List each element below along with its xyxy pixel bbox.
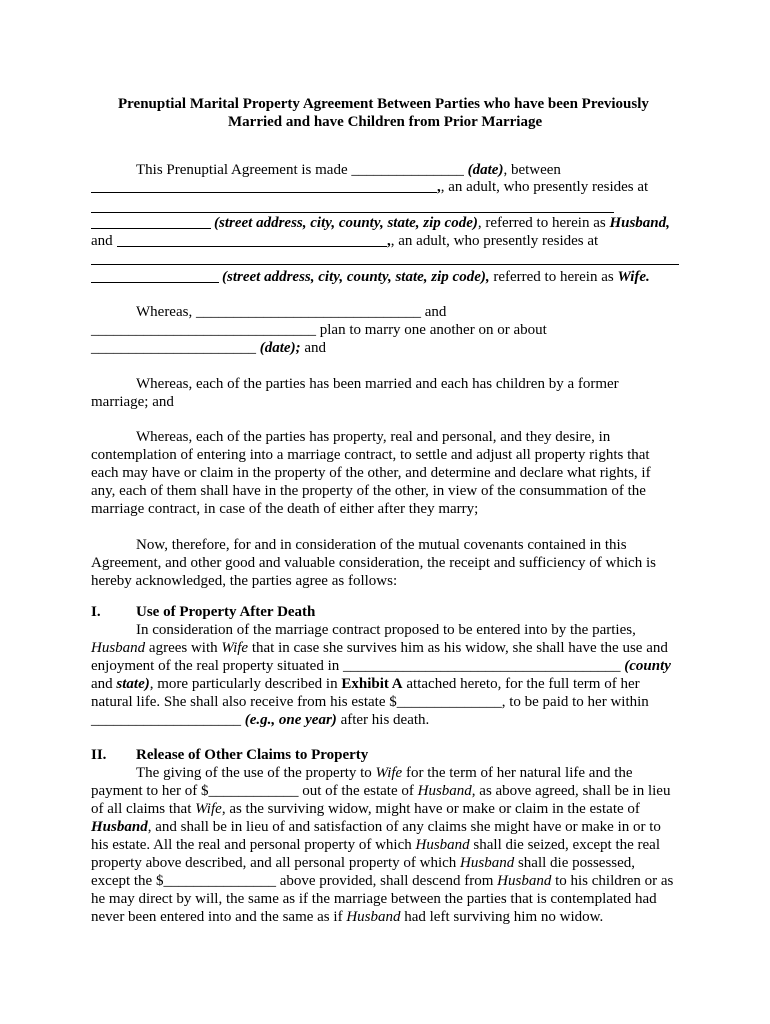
husband-label: Husband, bbox=[609, 215, 670, 231]
section2-heading: Release of Other Claims to Property bbox=[136, 747, 369, 763]
section2-l9-a: never been entered into and the same as if bbox=[91, 909, 347, 925]
whereas1-date-label: (date); bbox=[259, 340, 301, 356]
section1-line-2 bbox=[91, 639, 668, 657]
intro-line-4: ,, an adult, who presently resides at bbox=[387, 233, 599, 249]
section2-l9-husband: Husband bbox=[346, 909, 401, 925]
section2-line-5 bbox=[91, 836, 660, 854]
section1-l3-a: enjoyment of the real property situated in _____________________________________ bbox=[91, 658, 625, 674]
intro-text: This Prenuptial Agreement is made _______________ bbox=[136, 162, 468, 178]
section2-l7-a: except the $_______________ above provided, shall descend from bbox=[91, 873, 498, 889]
section2-line-2 bbox=[91, 782, 670, 800]
section2-l3-wife: Wife bbox=[195, 801, 222, 817]
section1-l4-c: attached hereto, for the full term of her bbox=[402, 676, 640, 692]
section2-l2-a: payment to her of $____________ out of the estate of bbox=[91, 783, 418, 799]
whereas3-line-5: marriage contract, in case of the death of either after they marry; bbox=[91, 501, 479, 517]
section1-line-3 bbox=[91, 657, 671, 675]
section2-l4-b: , and shall be in lieu of and satisfaction of any claims she might have or make in or to bbox=[147, 819, 661, 835]
section1-state-label: state) bbox=[116, 676, 150, 692]
section2-l5-husband: Husband bbox=[415, 837, 470, 853]
section1-line-6 bbox=[91, 711, 429, 729]
now-therefore-line-1: Now, therefore, for and in consideration of the mutual covenants contained in this bbox=[136, 537, 627, 553]
wife-address-blank-1 bbox=[91, 264, 679, 265]
section2-line-4 bbox=[91, 818, 661, 836]
intro-adult-resides-2: , an adult, who presently resides at bbox=[390, 233, 599, 249]
whereas1-line-2: ______________________________ plan to marry one another on or about bbox=[91, 322, 547, 338]
wife-label: Wife. bbox=[617, 269, 650, 285]
section2-l7-b: to his children or as bbox=[551, 873, 674, 889]
section2-l2-husband: Husband bbox=[417, 783, 472, 799]
whereas2-line-2: marriage; and bbox=[91, 394, 174, 410]
section2-l5-a: his estate. All the real and personal property of which bbox=[91, 837, 416, 853]
whereas1-and: and bbox=[300, 340, 326, 356]
section1-l6-b: after his death. bbox=[336, 712, 430, 728]
section1-wife: Wife bbox=[221, 640, 249, 656]
husband-name-blank bbox=[91, 192, 437, 193]
section2-l4-husband: Husband bbox=[91, 819, 148, 835]
section2-line-7 bbox=[91, 872, 673, 890]
section2-l3-b: , as the surviving widow, might have or make or claim in the estate of bbox=[221, 801, 640, 817]
referred-husband-text: , referred to herein as bbox=[477, 215, 610, 231]
intro-between: , between bbox=[503, 162, 561, 178]
whereas1-blank: ______________________ bbox=[91, 340, 260, 356]
section2-l6-husband: Husband bbox=[460, 855, 515, 871]
now-therefore-line-2: Agreement, and other good and valuable consideration, the receipt and sufficiency of which is bbox=[91, 555, 656, 571]
section2-l2-b: , as above agreed, shall be in lieu bbox=[471, 783, 671, 799]
section1-l2-a: agrees with bbox=[145, 640, 222, 656]
section2-line-9 bbox=[91, 908, 603, 926]
section2-l7-husband: Husband bbox=[497, 873, 552, 889]
intro-line-2: ,, an adult, who presently resides at bbox=[437, 179, 649, 195]
section1-county-label: (county bbox=[624, 658, 671, 674]
intro-and: and bbox=[91, 233, 113, 249]
section1-l2-b: that in case she survives him as his widow, she shall have the use and bbox=[248, 640, 668, 656]
address-label-2: (street address, city, county, state, zip code), bbox=[222, 269, 490, 285]
section2-l6-b: shall die possessed, bbox=[514, 855, 636, 871]
section1-line-1: In consideration of the marriage contract proposed to be entered into by the parties, bbox=[136, 622, 636, 638]
whereas1-line-1: Whereas, ______________________________ and bbox=[136, 304, 447, 320]
referred-wife-text: referred to herein as bbox=[489, 269, 618, 285]
section2-line-8: he may direct by will, the same as if the marriage between the parties that is contemplated had bbox=[91, 891, 657, 907]
intro-line-5 bbox=[222, 268, 650, 286]
whereas3-line-3: each may have or claim in the property of the other, and determine and declare what rights, if bbox=[91, 465, 651, 481]
section2-l1-b: for the term of her natural life and the bbox=[402, 765, 633, 781]
section2-l3-a: of all claims that bbox=[91, 801, 196, 817]
section1-number: I. bbox=[91, 604, 101, 620]
document-title-line-2: Married and have Children from Prior Marriage bbox=[228, 114, 543, 130]
exhibit-a-label: Exhibit A bbox=[341, 676, 403, 692]
document-title-line-1: Prenuptial Marital Property Agreement Between Parties who have been Previously bbox=[118, 96, 649, 112]
section1-husband: Husband bbox=[91, 640, 146, 656]
whereas3-line-2: contemplation of entering into a marriage contract, to settle and adjust all property rights that bbox=[91, 447, 650, 463]
section2-l5-b: shall die seized, except the real bbox=[469, 837, 660, 853]
section1-eg-label: (e.g., one year) bbox=[244, 712, 337, 728]
section2-line-3 bbox=[91, 800, 640, 818]
husband-address-blank-2 bbox=[91, 228, 211, 229]
intro-adult-resides-1: , an adult, who presently resides at bbox=[440, 179, 649, 195]
husband-address-blank-1 bbox=[91, 212, 614, 213]
whereas2-line-1: Whereas, each of the parties has been married and each has children by a former bbox=[136, 376, 619, 392]
section1-l6-blank: ____________________ bbox=[91, 712, 245, 728]
date-label: (date) bbox=[467, 162, 504, 178]
intro-line-3 bbox=[214, 214, 670, 232]
wife-address-blank-2 bbox=[91, 282, 219, 283]
whereas3-line-4: any, each of them shall have in the property of the other, in view of the consummation of the bbox=[91, 483, 646, 499]
section2-line-6 bbox=[91, 854, 635, 872]
whereas3-line-1: Whereas, each of the parties has property, real and personal, and they desire, in bbox=[136, 429, 611, 445]
address-label-1: (street address, city, county, state, zip code) bbox=[214, 215, 478, 231]
section2-l6-a: property above described, and all personal property of which bbox=[91, 855, 461, 871]
section2-l9-b: had left surviving him no widow. bbox=[400, 909, 604, 925]
section2-l1-wife: Wife bbox=[375, 765, 403, 781]
intro-line-1 bbox=[136, 161, 561, 179]
whereas1-line-3 bbox=[91, 339, 326, 357]
section1-l4-and: and bbox=[91, 676, 117, 692]
section1-heading: Use of Property After Death bbox=[136, 604, 316, 620]
now-therefore-line-3: hereby acknowledged, the parties agree as follows: bbox=[91, 573, 398, 589]
section2-l1-a: The giving of the use of the property to bbox=[136, 765, 376, 781]
wife-name-blank bbox=[117, 246, 387, 247]
section1-line-5: natural life. She shall also receive from his estate $______________, to be paid to her within bbox=[91, 694, 649, 710]
section1-l4-b: , more particularly described in bbox=[149, 676, 342, 692]
section2-line-1 bbox=[136, 764, 633, 782]
section1-line-4 bbox=[91, 675, 640, 693]
section2-number: II. bbox=[91, 747, 107, 763]
